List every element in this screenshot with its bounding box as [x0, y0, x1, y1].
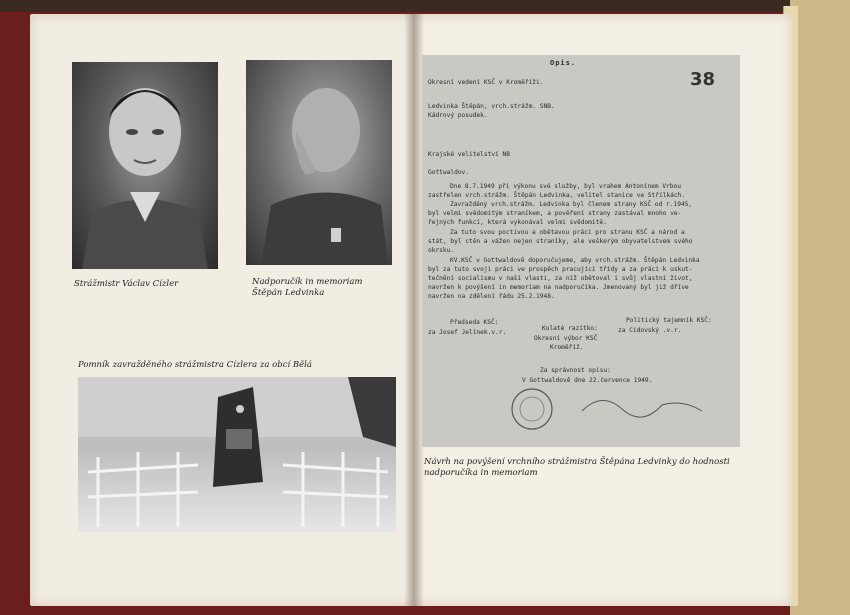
document-heading: Opis.	[550, 59, 577, 67]
portrait-photo-ledvinka	[246, 60, 392, 265]
document-line: řejných funkcí, která vykonával velmi svědomitě.	[428, 219, 607, 226]
place-date: V Gottwaldově dne 22.července 1949.	[522, 377, 653, 384]
signature-left-name: za Josef Jelínek.v.r.	[428, 329, 507, 336]
document-line: KV.KSČ v Gottwaldově doporučujeme, aby vrch.strážm. Štěpán Ledvinka	[450, 257, 700, 264]
document-line: navržen na zdělení řádu 25.2.1948.	[428, 293, 555, 300]
stamp-text: Kroměříž.	[550, 344, 584, 351]
caption-cizler: Strážmistr Václav Cízler	[74, 279, 179, 289]
monument-photo	[78, 377, 396, 532]
caption-monument: Pomník zavražděného strážmistra Cízlera za obcí Bělá	[78, 360, 312, 370]
document-line: Ledvinka Štěpán, vrch.strážm. SNB.	[428, 103, 555, 110]
caption-document: Návrh na povýšení vrchního strážmistra Štěpána Ledvinky do hodnosti nadporučíka in memoriam	[424, 457, 730, 478]
book-gutter	[404, 14, 424, 606]
document-line: Za tuto svou poctivou a obětavou práci pro stranu KSČ a národ a	[450, 229, 685, 236]
document-line: okrsku.	[428, 247, 455, 254]
stamp-text: Okresní výbor KSČ	[534, 335, 598, 342]
document-line: byl velmi svědomitým straníkem, a pověření strany zastával mnoho ve-	[428, 210, 682, 217]
document-line: tečnění socialismu v naší vlasti, za níž obětoval i svůj vlastní život,	[428, 275, 693, 282]
signature-right-name: za Cídovský .v.r.	[618, 327, 682, 334]
document-line: Gottwaldov.	[428, 169, 469, 176]
stamp-title: Kulaté razítko:	[542, 325, 598, 332]
document-line: Okresní vedení KSČ v Kroměříži.	[428, 79, 544, 86]
round-stamp-and-signature	[502, 381, 722, 441]
document-line: navržen k povýšení in memoriam na nadporučíka. Jmenovaný byl již dříve	[428, 284, 689, 291]
document-line: Zavražděný vrch.strážm. Ledvinka byl členem strany KSČ od r.1945,	[450, 201, 693, 208]
signature-right-title: Politický tajemník KSČ:	[626, 317, 712, 324]
document-line: byl za tuto svoji práci ve prospěch pracující třídy a za práci k uskut-	[428, 266, 693, 273]
book-cover-top	[0, 0, 850, 12]
correct-copy-label: Za správnost opisu:	[540, 367, 611, 374]
document-line: Dne 8.7.1949 při výkonu své služby, byl vrahem Antonínem Vrbou	[450, 183, 681, 190]
document-line: Kádrový posudek.	[428, 112, 488, 119]
book-cover-right	[790, 0, 850, 615]
typed-document-photo	[422, 55, 740, 447]
portrait-photo-cizler	[72, 62, 218, 269]
document-line: stát, byl ctěn a vážen nejen straníky, ale veškerým obyvatelstvem svého	[428, 238, 693, 245]
document-stamp-number: 38	[690, 69, 716, 90]
signature-left-title: Předseda KSČ:	[450, 319, 499, 326]
caption-ledvinka: Nadporučík in memoriam Štěpán Ledvinka	[252, 277, 363, 298]
document-line: zastřelen vrch.strážm. Štěpán Ledvinka, velitel stanice ve Střílkách.	[428, 192, 686, 199]
document-line: Krajské velitelství NB	[428, 151, 510, 158]
